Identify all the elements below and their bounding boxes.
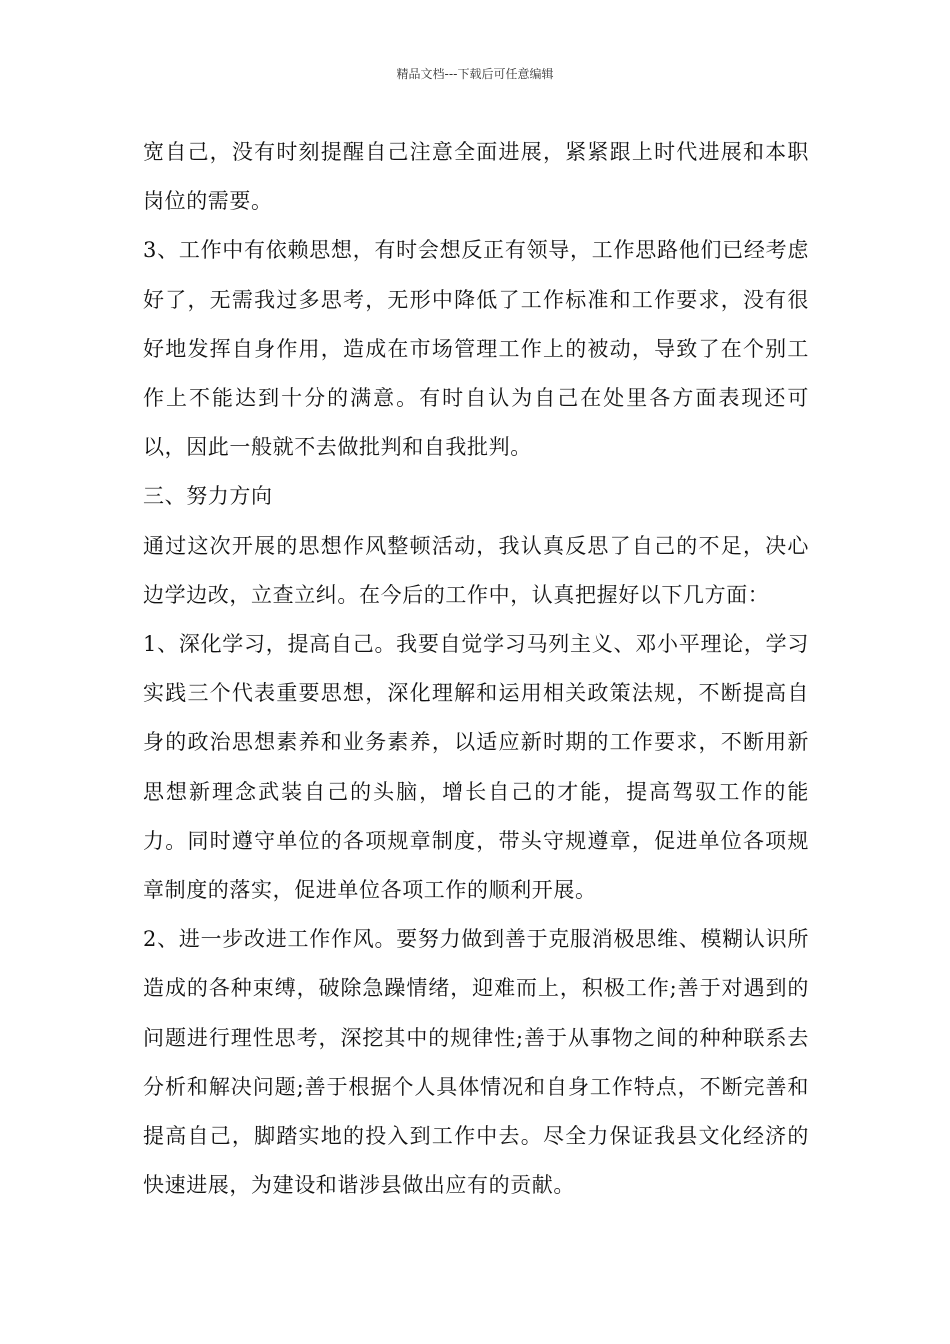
paragraph-item-2: 2、进一步改进工作作风。要努力做到善于克服消极思维、模糊认识所造成的各种束缚，破除急躁情绪，迎难而上，积极工作;善于对遇到的问题进行理性思考，深挖其中的规律性;善于从事物之间的种种联系去分析和解决问题;善于根据个人具体情况和自身工作特点，不断完善和提高自己，脚踏实地的投入到工作中去。尽全力保证我县文化经济的快速进展，为建设和谐涉县做出应有的贡献。	[143, 927, 809, 1198]
paragraph-intro: 通过这次开展的思想作风整顿活动，我认真反思了自己的不足，决心边学边改，立查立纠。在今后的工作中，认真把握好以下几方面：	[143, 533, 809, 607]
paragraph-item-1: 1、深化学习，提高自己。我要自觉学习马列主义、邓小平理论，学习实践三个代表重要思想，深化理解和运用相关政策法规，不断提高自身的政治思想素养和业务素养，以适应新时期的工作要求，不断用新思想新理念武装自己的头脑，增长自己的才能，提高驾驭工作的能力。同时遵守单位的各项规章制度，带头守规遵章，促进单位各项规章制度的落实，促进单位各项工作的顺利开展。	[143, 632, 809, 903]
document-body	[143, 128, 809, 1210]
section-heading: 三、努力方向	[143, 484, 273, 509]
paragraph-continuation: 宽自己，没有时刻提醒自己注意全面进展，紧紧跟上时代进展和本职岗位的需要。	[143, 140, 809, 214]
paragraph-item-3: 3、工作中有依赖思想，有时会想反正有领导，工作思路他们已经考虑好了，无需我过多思考，无形中降低了工作标准和工作要求，没有很好地发挥自身作用，造成在市场管理工作上的被动，导致了在个别工作上不能达到十分的满意。有时自认为自己在处里各方面表现还可以，因此一般就不去做批判和自我批判。	[143, 238, 809, 460]
page-header: 精品文档---下载后可任意编辑	[396, 67, 554, 81]
